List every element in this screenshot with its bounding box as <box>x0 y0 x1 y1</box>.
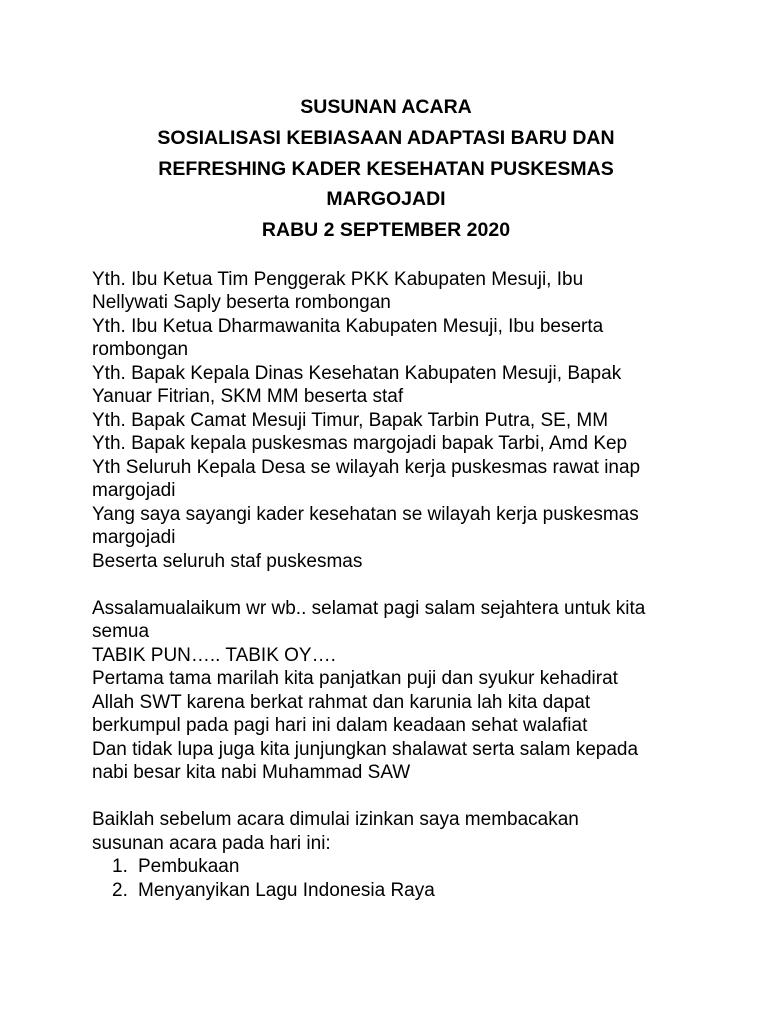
text-line: Yang saya sayangi kader kesehatan se wilayah kerja puskesmas <box>92 503 639 525</box>
text-line: margojadi <box>92 480 176 502</box>
title-line: MARGOJADI <box>326 188 446 211</box>
text-line: TABIK PUN….. TABIK OY…. <box>92 644 336 666</box>
text-line: susunan acara pada hari ini: <box>92 832 331 854</box>
text-line: Dan tidak lupa juga kita junjungkan shalawat serta salam kepada <box>92 738 639 760</box>
text-line: Yth. Bapak kepala puskesmas margojadi bapak Tarbi, Amd Kep <box>92 433 628 455</box>
text-line: nabi besar kita nabi Muhammad SAW <box>92 762 411 784</box>
paragraph-gap <box>92 785 692 809</box>
text-line: Yth. Bapak Kepala Dinas Kesehatan Kabupaten Mesuji, Bapak <box>92 362 622 384</box>
opening-paragraph <box>92 597 692 785</box>
text-line: margojadi <box>92 527 176 549</box>
agenda-list <box>92 855 692 902</box>
agenda-item-text: Menyanyikan Lagu Indonesia Raya <box>138 879 435 901</box>
title-line: SOSIALISASI KEBIASAAN ADAPTASI BARU DAN <box>157 126 615 149</box>
document-page <box>92 92 692 902</box>
agenda-item-number: 2. <box>112 879 128 901</box>
text-line: Allah SWT karena berkat rahmat dan karunia lah kita dapat <box>92 691 591 713</box>
text-line: berkumpul pada pagi hari ini dalam keadaan sehat walafiat <box>92 715 588 737</box>
text-line: Yanuar Fitrian, SKM MM beserta staf <box>92 386 404 408</box>
agenda-intro-paragraph <box>92 808 692 855</box>
text-line: Assalamualaikum wr wb.. selamat pagi salam sejahtera untuk kita <box>92 597 646 619</box>
text-line: Beserta seluruh staf puskesmas <box>92 550 363 572</box>
paragraph-gap <box>92 573 692 597</box>
title-line: SUSUNAN ACARA <box>300 96 472 118</box>
text-line: Baiklah sebelum acara dimulai izinkan saya membacakan <box>92 809 579 831</box>
title-date: RABU 2 SEPTEMBER 2020 <box>261 219 511 242</box>
document-title <box>78 92 694 246</box>
text-line: semua <box>92 621 150 643</box>
agenda-item-number: 1. <box>112 856 128 878</box>
agenda-item <box>92 879 692 903</box>
text-line: Nellywati Saply beserta rombongan <box>92 292 391 314</box>
text-line: rombongan <box>92 339 189 361</box>
text-line: Yth. Bapak Camat Mesuji Timur, Bapak Tarbin Putra, SE, MM <box>92 409 609 431</box>
text-line: Yth Seluruh Kepala Desa se wilayah kerja puskesmas rawat inap <box>92 456 641 478</box>
text-line: Yth. Ibu Ketua Dharmawanita Kabupaten Mesuji, Ibu beserta <box>92 315 604 337</box>
text-line: Yth. Ibu Ketua Tim Penggerak PKK Kabupaten Mesuji, Ibu <box>92 268 584 290</box>
title-line: REFRESHING KADER KESEHATAN PUSKESMAS <box>158 157 614 180</box>
document-body <box>92 268 692 903</box>
text-line: Pertama tama marilah kita panjatkan puji dan syukur kehadirat <box>92 668 618 690</box>
salutations-paragraph <box>92 268 692 574</box>
agenda-item <box>92 855 692 879</box>
agenda-item-text: Pembukaan <box>138 856 240 878</box>
